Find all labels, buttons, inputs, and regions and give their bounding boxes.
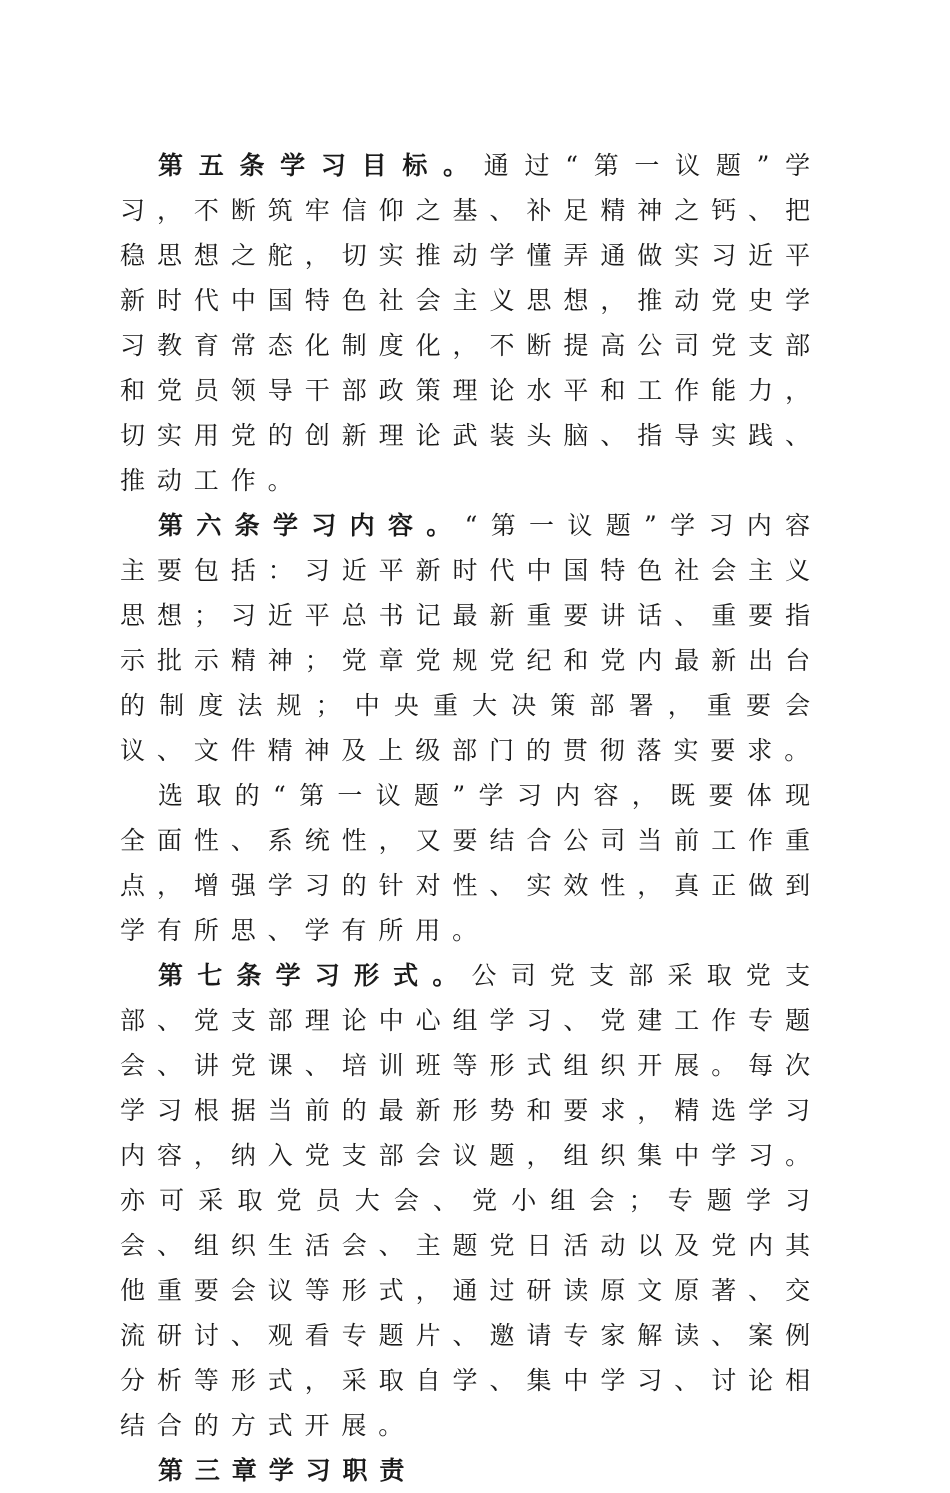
- document-page: [120, 143, 822, 1493]
- article-5-heading: 第五条学习目标。: [158, 151, 484, 180]
- chapter-3-heading: 第三章学习职责: [158, 1456, 417, 1485]
- article-7-heading: 第七条学习形式。: [158, 961, 472, 990]
- article-6-heading: 第六条学习内容。: [158, 511, 465, 540]
- content-selection-paragraph: [120, 773, 822, 953]
- article-5-learning-goals: [120, 143, 822, 503]
- article-7-body: 公司党支部采取党支部、党支部理论中心组学习、党建工作专题会、讲党课、培训班等形式组织开展。每次学习根据当前的最新形势和要求，精选学习内容，纳入党支部会议题，组织集中学习。亦可采取党员大会、党小组会；专题学习会、组织生活会、主题党日活动以及党内其他重要会议等形式，通过研读原文原著、交流研讨、观看专题片、邀请专家解读、案例分析等形式，采取自学、集中学习、讨论相结合的方式开展。: [120, 961, 822, 1440]
- article-6-body: “第一议题”学习内容主要包括：习近平新时代中国特色社会主义思想；习近平总书记最新重要讲话、重要指示批示精神；党章党规党纪和党内最新出台的制度法规；中央重大决策部署，重要会议、文件精神及上级部门的贯彻落实要求。: [120, 511, 823, 765]
- article-7-learning-forms: [120, 953, 822, 1448]
- article-6-learning-content: [120, 503, 822, 773]
- article-5-body: 通过“第一议题”学习，不断筑牢信仰之基、补足精神之钙、把稳思想之舵，切实推动学懂弄通做实习近平新时代中国特色社会主义思想，推动党史学习教育常态化制度化，不断提高公司党支部和党员领导干部政策理论水平和工作能力，切实用党的创新理论武装头脑、指导实践、推动工作。: [120, 151, 822, 495]
- content-selection-body: 选取的“第一议题”学习内容，既要体现全面性、系统性，又要结合公司当前工作重点，增强学习的针对性、实效性，真正做到学有所思、学有所用。: [120, 781, 822, 945]
